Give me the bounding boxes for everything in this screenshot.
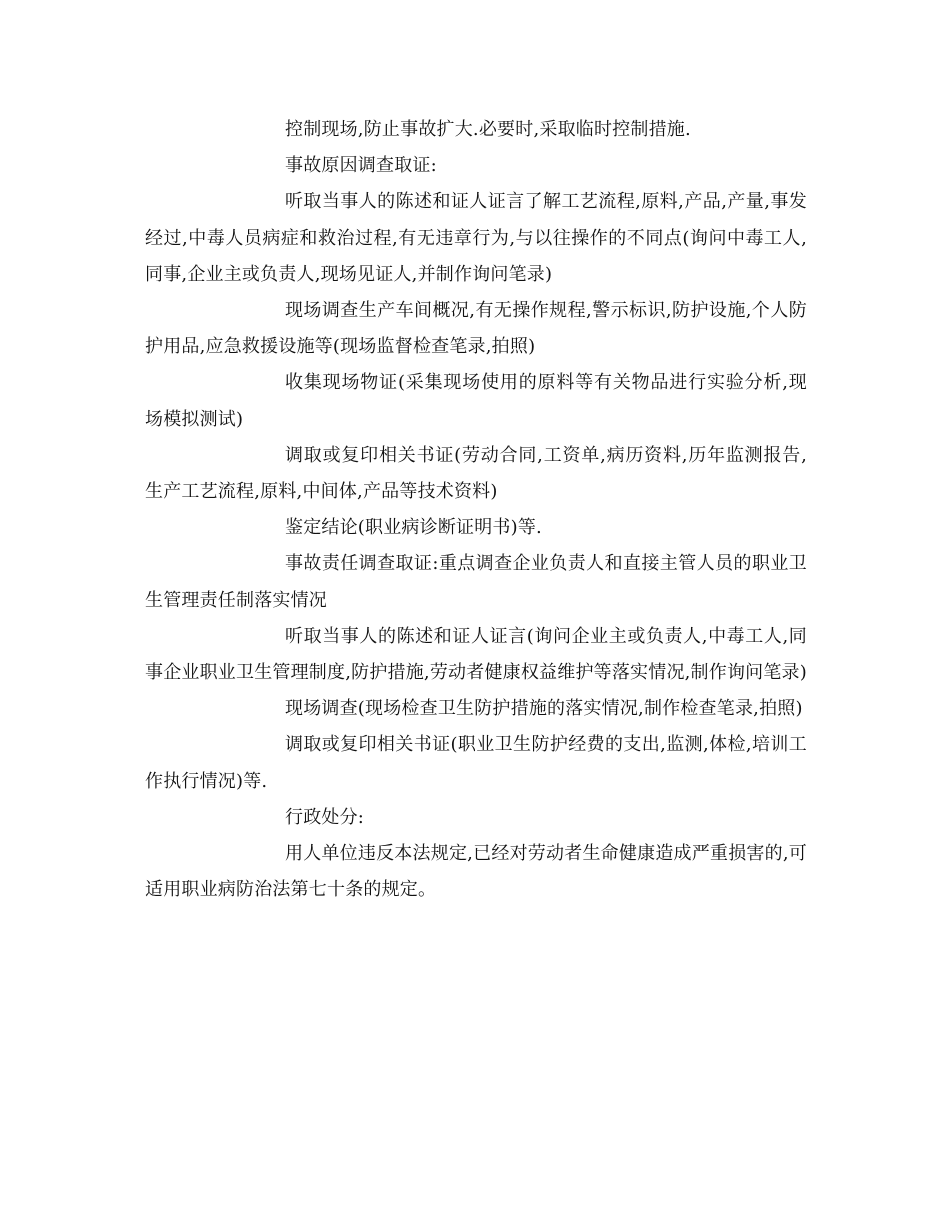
paragraph-expert-conclusion: 鉴定结论(职业病诊断证明书)等. — [285, 517, 542, 539]
paragraph-responsibility-survey: 现场调查(现场检查卫生防护措施的落实情况,制作检查笔录,拍照) — [285, 698, 803, 720]
paragraph-cause-heading: 事故原因调查取证: — [285, 155, 437, 177]
paragraph-penalty-heading: 行政处分: — [285, 806, 365, 828]
paragraph-site-control: 控制现场,防止事故扩大.必要时,采取临时控制措施. — [285, 119, 691, 140]
paragraph-responsibility-testimony: 听取当事人的陈述和证人证言(询问企业主或负责人,中毒工人,同事企业职业卫生管理制度,防护措施,劳动者健康权益维护等落实情况,制作询问笔录) — [145, 625, 807, 684]
paragraph-documentary-evidence: 调取或复印相关书证(劳动合同,工资单,病历资料,历年监测报告,生产工艺流程,原料,中间体,产品等技术资料) — [145, 444, 807, 503]
document-body — [145, 112, 807, 908]
paragraph-responsibility-heading: 事故责任调查取证:重点调查企业负责人和直接主管人员的职业卫生管理责任制落实情况 — [145, 553, 807, 611]
paragraph-site-survey: 现场调查生产车间概况,有无操作规程,警示标识,防护设施,个人防护用品,应急救援设施等(现场监督检查笔录,拍照) — [145, 300, 807, 358]
paragraph-responsibility-documents: 调取或复印相关书证(职业卫生防护经费的支出,监测,体检,培训工作执行情况)等. — [145, 734, 807, 792]
paragraph-penalty-rule: 用人单位违反本法规定,已经对劳动者生命健康造成严重损害的,可适用职业病防治法第七十条的规定。 — [145, 843, 807, 901]
paragraph-testimony: 听取当事人的陈述和证人证言了解工艺流程,原料,产品,产量,事发经过,中毒人员病症和救治过程,有无违章行为,与以往操作的不同点(询问中毒工人,同事,企业主或负责人,现场见证人,并制作询问笔录) — [145, 191, 807, 285]
paragraph-physical-evidence: 收集现场物证(采集现场使用的原料等有关物品进行实验分析,现场模拟测试) — [145, 372, 807, 430]
